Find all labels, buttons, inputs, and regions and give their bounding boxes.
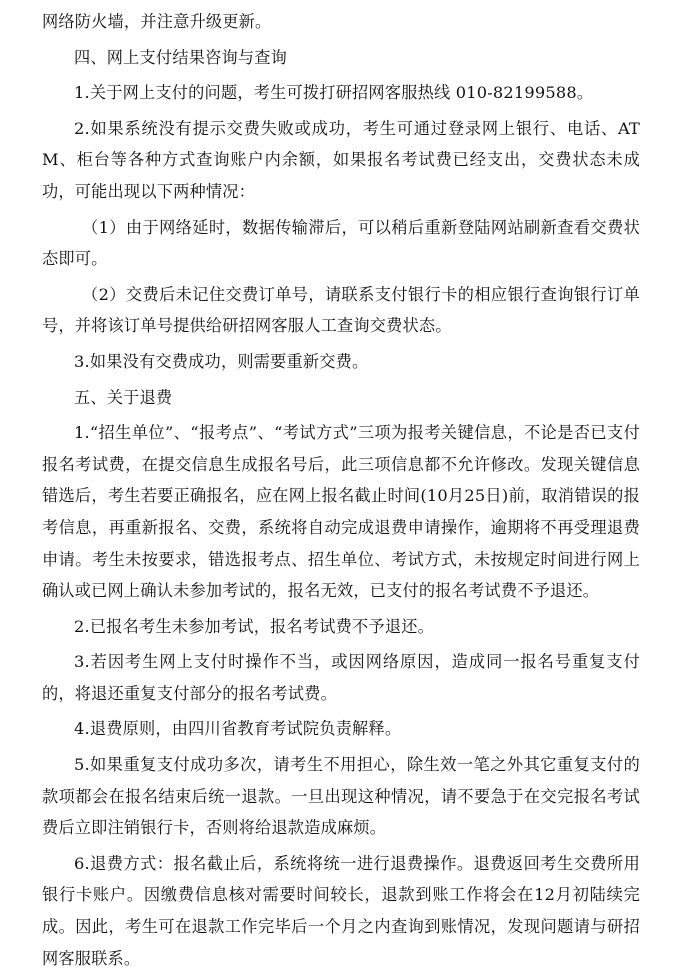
paragraph-continuation: 网络防火墙，并注意升级更新。: [42, 12, 272, 31]
paragraph-5-2: 2.已报名考生未参加考试，报名考试费不予退还。: [74, 616, 434, 636]
paragraph-5-5: 5.如果重复支付成功多次，请考生不用担心，除生效一笔之外其它重复支付的款项都会在报名结束后统一退款。一旦出现这种情况，请不要急于在交完报名考试费后立即注销银行卡，否则将给退款造成麻烦。: [42, 755, 640, 838]
paragraph-5-6: 6.退费方式：报名截止后，系统将统一进行退费操作。退费返回考生交费所用银行卡账户。因缴费信息核对需要时间较长，退款到账工作将会在12月初陆续完成。因此，考生可在退款工作完毕后一个月之内查询到账情况，发现问题请与研招网客服联系。: [42, 853, 640, 968]
paragraph-4-3: 3.如果没有交费成功，则需要重新交费。: [74, 351, 369, 371]
section-heading-5: 五、关于退费: [74, 387, 173, 407]
paragraph-4-2-a: （1）由于网络延时，数据传输滞后，可以稍后重新登陆网站刷新查看交费状态即可。: [42, 217, 640, 269]
paragraph-5-3: 3.若因考生网上支付时操作不当，或因网络原因，造成同一报名号重复支付的，将退还重复支付部分的报名考试费。: [42, 652, 640, 703]
paragraph-5-1: 1.“招生单位”、“报考点”、“考试方式”三项为报考关键信息，不论是否已支付报名考试费，在提交信息生成报名号后，此三项信息都不允许修改。发现关键信息错选后，考生若要正确报名，应在网上报名截止时间(10月25日)前，取消错误的报考信息，再重新报名、交费，系统将自动完成退费申请操作，逾期将不再受理退费申请。考生未按要求，错选报考点、招生单位、考试方式，未按规定时间进行网上确认或已网上确认未参加考试的，报名无效，已支付的报名考试费不予退还。: [42, 423, 640, 601]
paragraph-4-1: 1.关于网上支付的问题，考生可拨打研招网客服热线 010-82199588。: [74, 83, 594, 103]
paragraph-4-2-b: （2）交费后未记住交费订单号，请联系支付银行卡的相应银行查询银行订单号，并将该订单号提供给研招网客服人工查询交费状态。: [42, 284, 640, 336]
section-heading-4: 四、网上支付结果咨询与查询: [74, 47, 288, 67]
paragraph-5-4: 4.退费原则，由四川省教育考试院负责解释。: [74, 719, 402, 739]
paragraph-4-2: 2.如果系统没有提示交费失败或成功，考生可通过登录网上银行、电话、ATM、柜台等各种方式查询账户内余额，如果报名考试费已经支出，交费状态未成功，可能出现以下两种情况：: [42, 118, 640, 201]
